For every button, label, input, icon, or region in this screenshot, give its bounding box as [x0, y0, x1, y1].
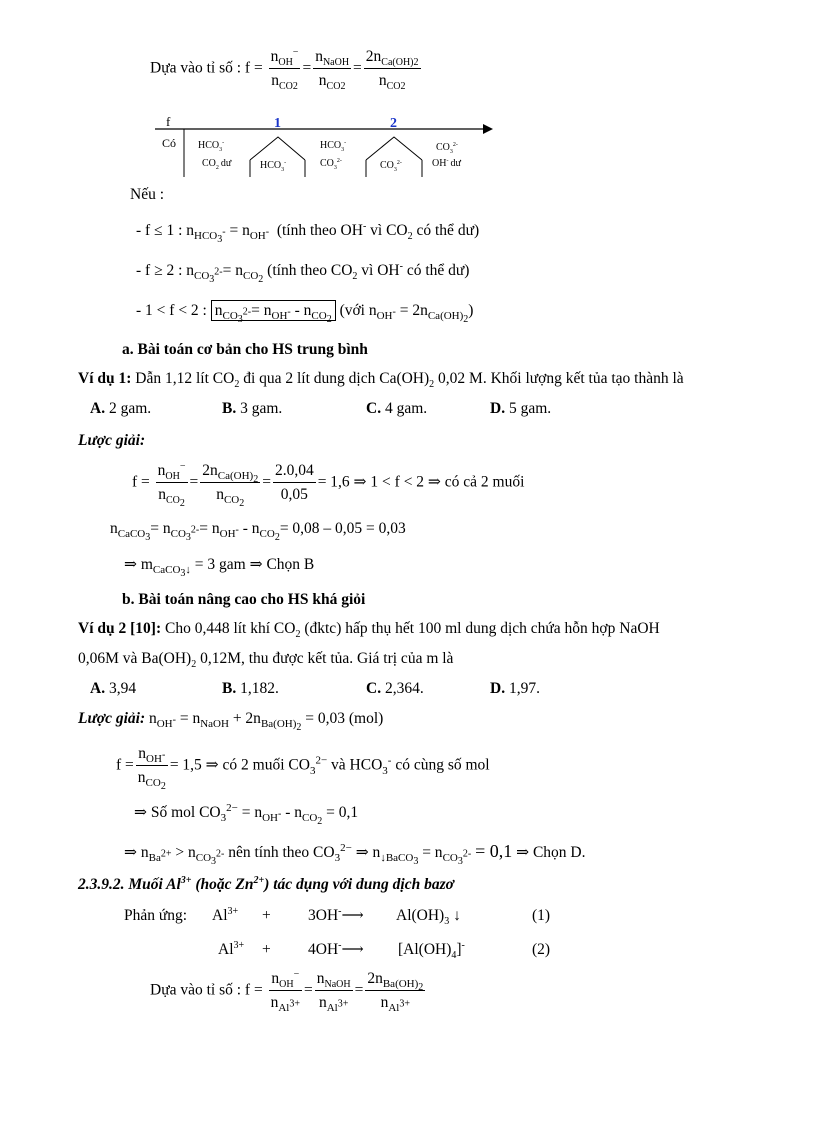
- seg3-co3: $CO_3^{2-}$: [320, 158, 342, 171]
- option-c[interactable]: C. 2,364.: [366, 680, 424, 697]
- option-d[interactable]: D. 5 gam.: [490, 400, 552, 417]
- seg5-co3: $CO_3^{2-}$: [436, 142, 458, 155]
- fraction-caoh2-co2: $\frac{2n_{Ca(OH)2}}{n_{CO2}}$: [365, 48, 419, 92]
- solution-1-ratio: f = $\frac{n_{OH}^-}{n_{CO_2}}$ = $\frac{2n_{Ca(OH)_2}}{n_{CO_2}}$ = $\frac{2.0,04}{0,05}$ = 1,6 ⇒ 1 < f < 2 ⇒ có cả 2 muối: [132, 460, 525, 509]
- seg4-co3: $CO_3^{2-}$: [380, 160, 402, 173]
- tick-2-tent: [366, 137, 422, 160]
- section-a-heading: a. Bài toán cơ bản cho HS trung bình: [122, 341, 368, 358]
- option-a[interactable]: A. 3,94: [90, 680, 137, 697]
- section-c-heading: 2.3.9.2. Muối $Al^{3+}$ (hoặc $Zn^{2+}$) tác dụng với dung dịch bazơ: [78, 874, 454, 893]
- option-a[interactable]: A. 2 gam.: [90, 400, 152, 417]
- solution-1-line2: $n_{CaCO_3}= n_{CO_3^{2-}}= n_{OH^-} - n_{CO_2}= 0,08 - 0,05 = 0,03$: [110, 520, 406, 544]
- seg1-hco3: $HCO_3^-$: [198, 140, 225, 153]
- co-label: Có: [162, 136, 177, 150]
- solution-1-label: Lược giải:: [78, 432, 146, 449]
- condition-3: - 1 < f < 2 : $n_{CO_3^{2-}}= n_{OH^-} - n_{CO_2}$ (với $n_{OH^-} = 2n_{Ca(OH)_2}$): [136, 302, 474, 326]
- option-c[interactable]: C. 4 gam.: [366, 400, 428, 417]
- boxed-formula: $n_{CO_3^{2-}}= n_{OH^-} - n_{CO_2}$: [211, 300, 336, 321]
- neu-label: Nếu :: [130, 186, 165, 203]
- tick-1-tent: [250, 137, 305, 160]
- tick-2: 2: [390, 116, 397, 131]
- ratio-number-line-diagram: [150, 112, 495, 182]
- fraction-naoh-co2: $\frac{n_{NaOH}}{n_{CO2}}$: [315, 48, 350, 92]
- example-2-line2: 0,06M và $Ba(OH)_2$ 0,12M, thu được kết tủa. Giá trị của m là: [78, 650, 454, 671]
- solution-2-line4: ⇒ $n_{Ba^{2+}} > n_{CO_3^{2-}}$ nên tính theo $CO_3^{2-}$ ⇒ $n_{↓BaCO_3} = n_{CO_3^{2-}} = 0,1$ ⇒ Chọn D.: [124, 841, 586, 868]
- solution-2-line1: Lược giải: $n_{OH^-} = n_{NaOH} + 2n_{Ba(OH)_2} = 0,03$ (mol): [78, 710, 384, 734]
- tick-1: 1: [274, 116, 281, 131]
- section-c-ratio: Dựa vào tỉ số : f = $\frac{n_{OH}^-}{n_{Al^{3+}}}$ = $\frac{n_{NaOH}}{n_{Al^{3+}}}$ = $\frac{2n_{Ba(OH)_2}}{n_{Al^{3+}}}$: [150, 968, 424, 1014]
- example-2-line1: Ví dụ 2 [10]: Cho 0,448 lít khí $CO_2$ (đktc) hấp thụ hết 100 ml dung dịch chứa hỗn hợp NaOH: [78, 620, 660, 641]
- seg1-co2-du: $CO_2$ dư: [202, 158, 232, 171]
- condition-2: - f ≥ 2 : $n_{CO_3^{2-}}= n_{CO_2}$ (tính theo $CO_2$ vì OH- có thể dư): [136, 260, 470, 286]
- intro-ratio-line: Dựa vào tỉ số : f = $\frac{n_{OH}^-}{n_{CO2}}$ = $\frac{n_{NaOH}}{n_{CO2}}$ = $\frac{2n_{Ca(OH)2}}{n_{CO2}}$: [150, 46, 419, 92]
- condition-1: - f ≤ 1 : $n_{HCO_3^-} = n_{OH^-}$ (tính theo OH- vì $CO_2$ có thể dư): [136, 220, 480, 246]
- reaction-label: Phản ứng:: [124, 907, 188, 924]
- option-b[interactable]: B. 1,182.: [222, 680, 279, 697]
- seg5-oh-du: OH- dư: [432, 158, 461, 169]
- example-1: Ví dụ 1: Dẫn 1,12 lít $CO_2$ đi qua 2 lít dung dịch $Ca(OH)_2$ 0,02 M. Khối lượng kết tủa tạo thành là: [78, 370, 684, 391]
- seg2-hco3: $HCO_3^-$: [260, 160, 287, 173]
- fraction-oh-co2: $\frac{n_{OH}^-}{n_{CO2}}$: [270, 46, 299, 92]
- f-label: f: [166, 114, 171, 129]
- solution-2-line2: f = $\frac{n_{OH^-}}{n_{CO_2}}$ = 1,5 ⇒ có 2 muối $CO_3^{2-}$ và $HCO_3^-$ có cùng số mol: [116, 745, 490, 792]
- intro-lead: Dựa vào tỉ số : f =: [150, 59, 263, 77]
- section-b-heading: b. Bài toán nâng cao cho HS khá giỏi: [122, 591, 366, 608]
- axis-arrow: [483, 124, 493, 134]
- solution-2-line3: ⇒ Số mol $CO_3^{2-} = n_{OH^-} - n_{CO_2} = 0,1$: [134, 801, 359, 828]
- option-b[interactable]: B. 3 gam.: [222, 400, 283, 417]
- seg3-hco3: $HCO_3^-$: [320, 140, 347, 153]
- option-d[interactable]: D. 1,97.: [490, 680, 540, 697]
- solution-1-line3: ⇒ $m_{CaCO_3↓} = 3$ gam ⇒ Chọn B: [124, 556, 315, 580]
